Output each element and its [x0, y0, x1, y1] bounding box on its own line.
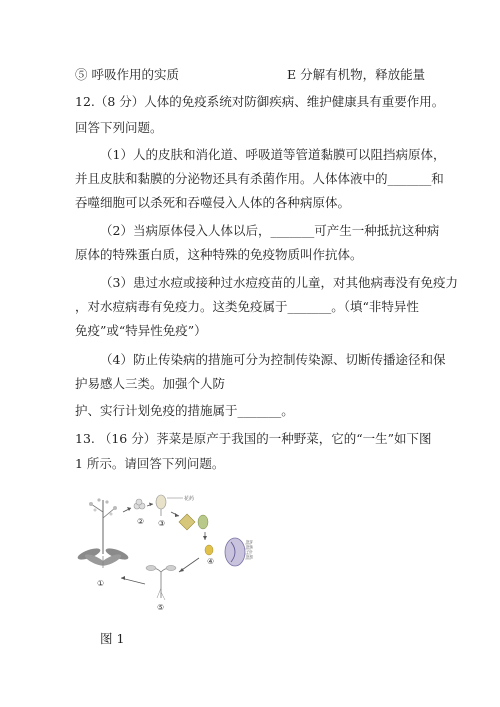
q12-part1-line2: 并且皮肤和黏膜的分泌物还具有杀菌作用。人体体液中的_______和: [75, 171, 444, 186]
anther-label: 花药: [184, 496, 195, 502]
flower-illustration: [134, 499, 145, 509]
stage-marker-3: ③: [158, 519, 166, 528]
q12-part3-line3: 免疫”或“特异性免疫”）: [75, 323, 207, 338]
stage-marker-2: ②: [137, 517, 145, 526]
q12-part3-line2: ，对水痘病毒有免疫力。这类免疫属于_______。（填“非特异性: [75, 299, 419, 314]
seed-label-cotyledon: 子叶: [246, 550, 253, 554]
q12-part3-line1: （3）患过水痘或接种过水痘疫苗的儿童，对其他病毒没有免疫力: [100, 275, 458, 290]
figure-caption: 图 1: [100, 631, 125, 646]
q12-part1-line3: 吞噬细胞可以杀死和吞噬侵入人体的各种病原体。: [75, 195, 351, 210]
q12-part2-line1: （2）当病原体侵入人体以后，_______可产生一种抵抗这种病: [100, 223, 440, 238]
whole-plant-illustration: [76, 498, 129, 568]
q12-part1-line1: （1）人的皮肤和消化道、呼吸道等管道黏膜可以阻挡病原体，: [100, 147, 446, 162]
flower-dissection-illustration: [156, 495, 183, 516]
life-cycle-figure: [75, 492, 255, 612]
question-13-heading: 13. （16 分）荠菜是原产于我国的一种野菜，它的“一生”如下图: [75, 431, 432, 446]
stage-marker-5: ⑤: [157, 603, 165, 612]
stage-marker-4: ④: [207, 557, 215, 566]
q12-part2-line2: 原体的特殊蛋白质，这种特殊的免疫物质叫作抗体。: [75, 247, 363, 262]
q12-part4-line2: 护易感人三类。加强个人防: [75, 376, 226, 391]
fruit-illustration: [179, 514, 208, 530]
answer-option-e: E 分解有机物，释放能量: [287, 67, 426, 82]
seed-label-radicle: 胚根: [246, 555, 253, 559]
seed-illustration: [205, 545, 213, 555]
question-13-instruction: 1 所示。请回答下列问题。: [75, 456, 225, 471]
stage-marker-1: ①: [97, 579, 105, 588]
q12-part4-line3: 护、实行计划免疫的措施属于_______。: [75, 403, 294, 418]
question-12-heading: 12.（8 分）人体的免疫系统对防御疾病、维护健康具有重要作用。: [75, 94, 445, 109]
seedling-illustration: [146, 566, 176, 601]
question-12-instruction: 回答下列问题。: [75, 120, 163, 135]
answer-option-5: ⑤ 呼吸作用的实质: [75, 67, 179, 82]
seed-label-hypocotyl: 胚轴: [246, 545, 253, 549]
seed-label-plumule: 胚芽: [246, 540, 253, 544]
q12-part4-line1: （4）防止传染病的措施可分为控制传染源、切断传播途径和保: [100, 352, 446, 367]
